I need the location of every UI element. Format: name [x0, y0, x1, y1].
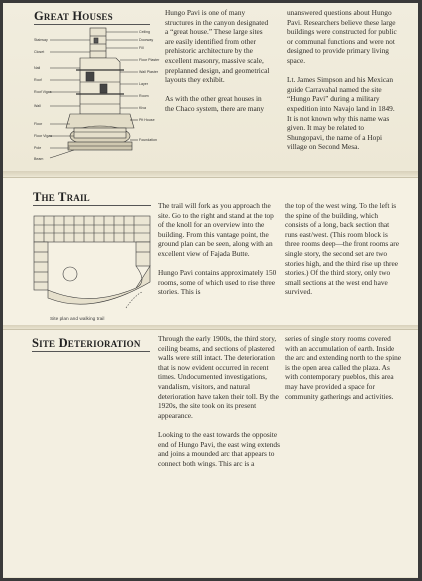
diagram-label: Doorway: [139, 38, 154, 42]
diagram-label: Room: [139, 94, 149, 98]
great-houses-column-2: [287, 8, 399, 162]
great-houses-heading: Great Houses: [34, 9, 113, 23]
heading-rule: [32, 351, 150, 352]
diagram-label: Nail: [34, 66, 41, 70]
paragraph: Through the early 1900s, the third story, ceiling beams, and sections of plastered walls were still intact. The deterioration that is now evident occurred in recent times. Undocumented investigations, vandalism, visitors, and natural deterioration have taken their toll. By the 1920s, the site took on its present appearance.: [158, 334, 279, 420]
site-plan-diagram: [30, 212, 158, 310]
diagram-label: Roof: [34, 78, 42, 82]
diagram-label: Floor Plaster: [139, 58, 160, 62]
diagram-label: Closet: [34, 50, 45, 54]
diagram-label: Layer: [139, 82, 148, 86]
deterioration-column-1: [158, 334, 280, 478]
great-houses-column-1: [165, 8, 270, 123]
diagram-label: Fill: [139, 46, 144, 50]
diagram-label: Pit House: [139, 118, 155, 122]
paragraph: series of single story rooms covered with an accumulation of earth. Inside the arc and extending north to the spine is the open area called the plaza. As with contemporary pueblos, this area may have provided a space for community gatherings and activities.: [285, 334, 402, 401]
diagram-label: Ceiling: [139, 30, 150, 34]
great-house-construction-diagram: [30, 24, 160, 169]
deterioration-column-2: [285, 334, 403, 411]
trail-heading: The Trail: [33, 190, 90, 204]
paragraph: The trail will fork as you approach the site. Go to the right and stand at the top of the knoll for an overview into the building. From this vantage point, the ground plan can be seen, along with an excellent view of Fajada Butte.: [158, 201, 274, 258]
diagram-label: Pole: [34, 146, 42, 150]
diagram-label: Wall Plaster: [139, 70, 159, 74]
paragraph: Hungo Pavi contains approximately 150 rooms, some of which used to rise three stories. This is: [158, 268, 277, 297]
page-fold: [3, 171, 418, 176]
diagram-label: Floor Vigas: [34, 134, 53, 138]
diagram-label: Beam: [34, 157, 44, 161]
diagram-label: Stairway: [34, 38, 48, 42]
site-deterioration-heading: Site Deterioration: [32, 336, 141, 350]
diagram-label: Kiva: [139, 106, 146, 110]
diagram-label: Roof Vigas: [34, 90, 52, 94]
paragraph: unanswered questions about Hungo Pavi. Researchers believe these large buildings were constructed for public or communal functions and were not designed to provide primary living space.: [287, 8, 397, 65]
diagram-label: Floor: [34, 122, 43, 126]
diagram-label: Foundation: [139, 138, 157, 142]
paragraph: Looking to the east towards the opposite end of Hungo Pavi, the east wing extends and joins a mounded arc that appears to connect both wings. This arc is a: [158, 429, 280, 468]
paragraph: As with the other great houses in the Chaco system, there are many: [165, 94, 265, 113]
site-plan-caption: Site plan and walking trail: [50, 317, 105, 322]
diagram-label: Wall: [34, 104, 41, 108]
paragraph: Hungo Pavi is one of many structures in the canyon designated a “great house.” These large sites are easily identified from other prehistoric architecture by the excellent masonry, massive scale, preplanned design, and geometrical layouts they exhibit.: [165, 8, 270, 85]
heading-rule: [33, 205, 151, 206]
paragraph: the top of the west wing. To the left is the spine of the building, which consists of a long, back section that runs east/west. (This room block is three rooms deep—the front rooms are single story, the second set are two stories high, and the third rise up three stories.) Of the third story, only two small sections at the west end have survived.: [285, 201, 399, 297]
paragraph: Lt. James Simpson and his Mexican guide Carravahal named the site “Hungo Pavi” during a military expedition into Navajo land in 1849. It is not known why this name was given. It may be related to Shungopavi, the name of a Hopi village on Second Mesa.: [287, 75, 395, 152]
trail-column-2: [285, 201, 403, 307]
trail-column-1: [158, 201, 278, 307]
